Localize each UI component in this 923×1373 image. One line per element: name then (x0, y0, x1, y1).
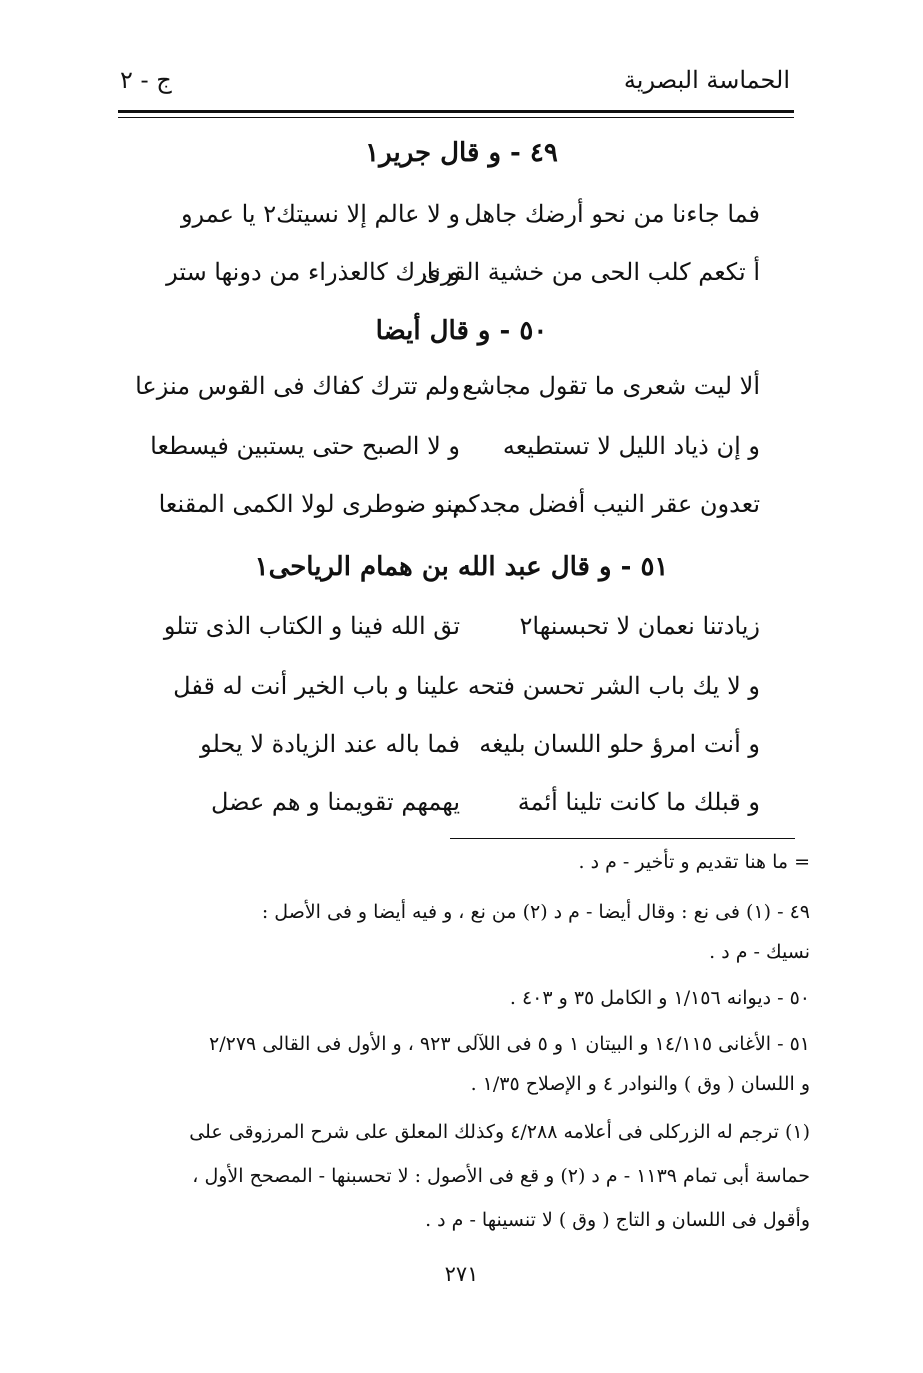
page-number: ٢٧١ (444, 1262, 479, 1286)
verse-first-hemistich: و أنت امرؤ حلو اللسان بليغه (479, 730, 760, 758)
verse-first-hemistich: ألا ليت شعرى ما تقول مجاشع (462, 372, 760, 400)
verse-line (160, 490, 760, 534)
verse-second-hemistich: و لا الصبح حتى يستبين فيسطعا (150, 432, 460, 460)
footnote-line: وأقول فى اللسان و التاج ( وق ) لا تنسينها - م د . (425, 1209, 810, 1231)
verse-second-hemistich: علينا و باب الخير أنت له قفل (173, 672, 460, 700)
verse-second-hemistich: و نارك كالعذراء من دونها ستر (166, 258, 460, 286)
verse-second-hemistich: فما باله عند الزيادة لا يحلو (200, 730, 460, 758)
footnote-line: و اللسان ( وق ) والنوادر ٤ و الإصلاح ١/٣٥ . (470, 1073, 810, 1095)
verse-second-hemistich: بنو ضوطرى لولا الكمى المقنعا (158, 490, 460, 518)
running-header (120, 60, 790, 100)
footnote-line: نسيك - م د . (709, 941, 810, 963)
header-rule-thin (118, 117, 794, 118)
footnote-line: ٥١ - الأغانى ١٤/١١٥ و البيتان ١ و ٥ فى اللآلى ٩٢٣ ، و الأول فى القالى ٢/٢٧٩ (209, 1033, 810, 1055)
volume-label: ج - ٢ (120, 66, 172, 94)
verse-first-hemistich: و إن ذياد الليل لا تستطيعه (502, 432, 760, 460)
verse-first-hemistich: فما جاءنا من نحو أرضك جاهل (464, 200, 760, 228)
verse-second-hemistich: تق الله فينا و الكتاب الذى تتلو (163, 612, 460, 640)
footnote-line: (١) ترجم له الزركلى فى أعلامه ٤/٢٨٨ وكذلك المعلق على شرح المرزوقى على (189, 1121, 810, 1143)
verse-line (150, 432, 760, 476)
verse-line (160, 788, 760, 832)
verse-first-hemistich: و لا يك باب الشر تحسن فتحه (467, 672, 760, 700)
footnote-line: ٥٠ - ديوانه ١/١٥٦ و الكامل ٣٥ و ٤٠٣ . (509, 987, 810, 1009)
section-title-49: ٤٩ - و قال جرير١ (365, 138, 558, 168)
verse-first-hemistich: أ تكعم كلب الحى من خشية القرى (422, 258, 760, 286)
verse-line (160, 672, 760, 716)
verse-line (160, 258, 760, 302)
verse-line (160, 200, 760, 244)
verse-first-hemistich: تعدون عقر النيب أفضل مجدكم (452, 490, 760, 518)
verse-line (160, 730, 760, 774)
footnote-line: حماسة أبى تمام ١١٣٩ - م د (٢) و قع فى الأصول : لا تحسبنها - المصحح الأول ، (192, 1165, 810, 1187)
book-title: الحماسة البصرية (623, 66, 790, 94)
footnote-line: = ما هنا تقديم و تأخير - م د . (578, 851, 810, 873)
section-title-50: ٥٠ - و قال أيضا (375, 316, 548, 346)
verse-line (160, 612, 760, 656)
verse-second-hemistich: و لا عالم إلا نسيتك٢ يا عمرو (180, 200, 460, 228)
verse-second-hemistich: يهمهم تقويمنا و هم عضل (210, 788, 460, 816)
verse-line (135, 372, 760, 416)
verse-first-hemistich: و قبلك ما كانت تلينا أئمة (517, 788, 760, 816)
verse-first-hemistich: زيادتنا نعمان لا تحبسنها٢ (519, 612, 760, 640)
footnote-separator (450, 838, 795, 839)
header-rule-thick (118, 110, 794, 113)
verse-second-hemistich: ولم تترك كفاك فى القوس منزعا (135, 372, 460, 400)
footnote-line: ٤٩ - (١) فى نع : وقال أيضا - م د (٢) من نع ، و فيه أيضا و فى الأصل : (261, 901, 810, 923)
section-title-51: ٥١ - و قال عبد الله بن همام الرياحى١ (254, 552, 669, 582)
